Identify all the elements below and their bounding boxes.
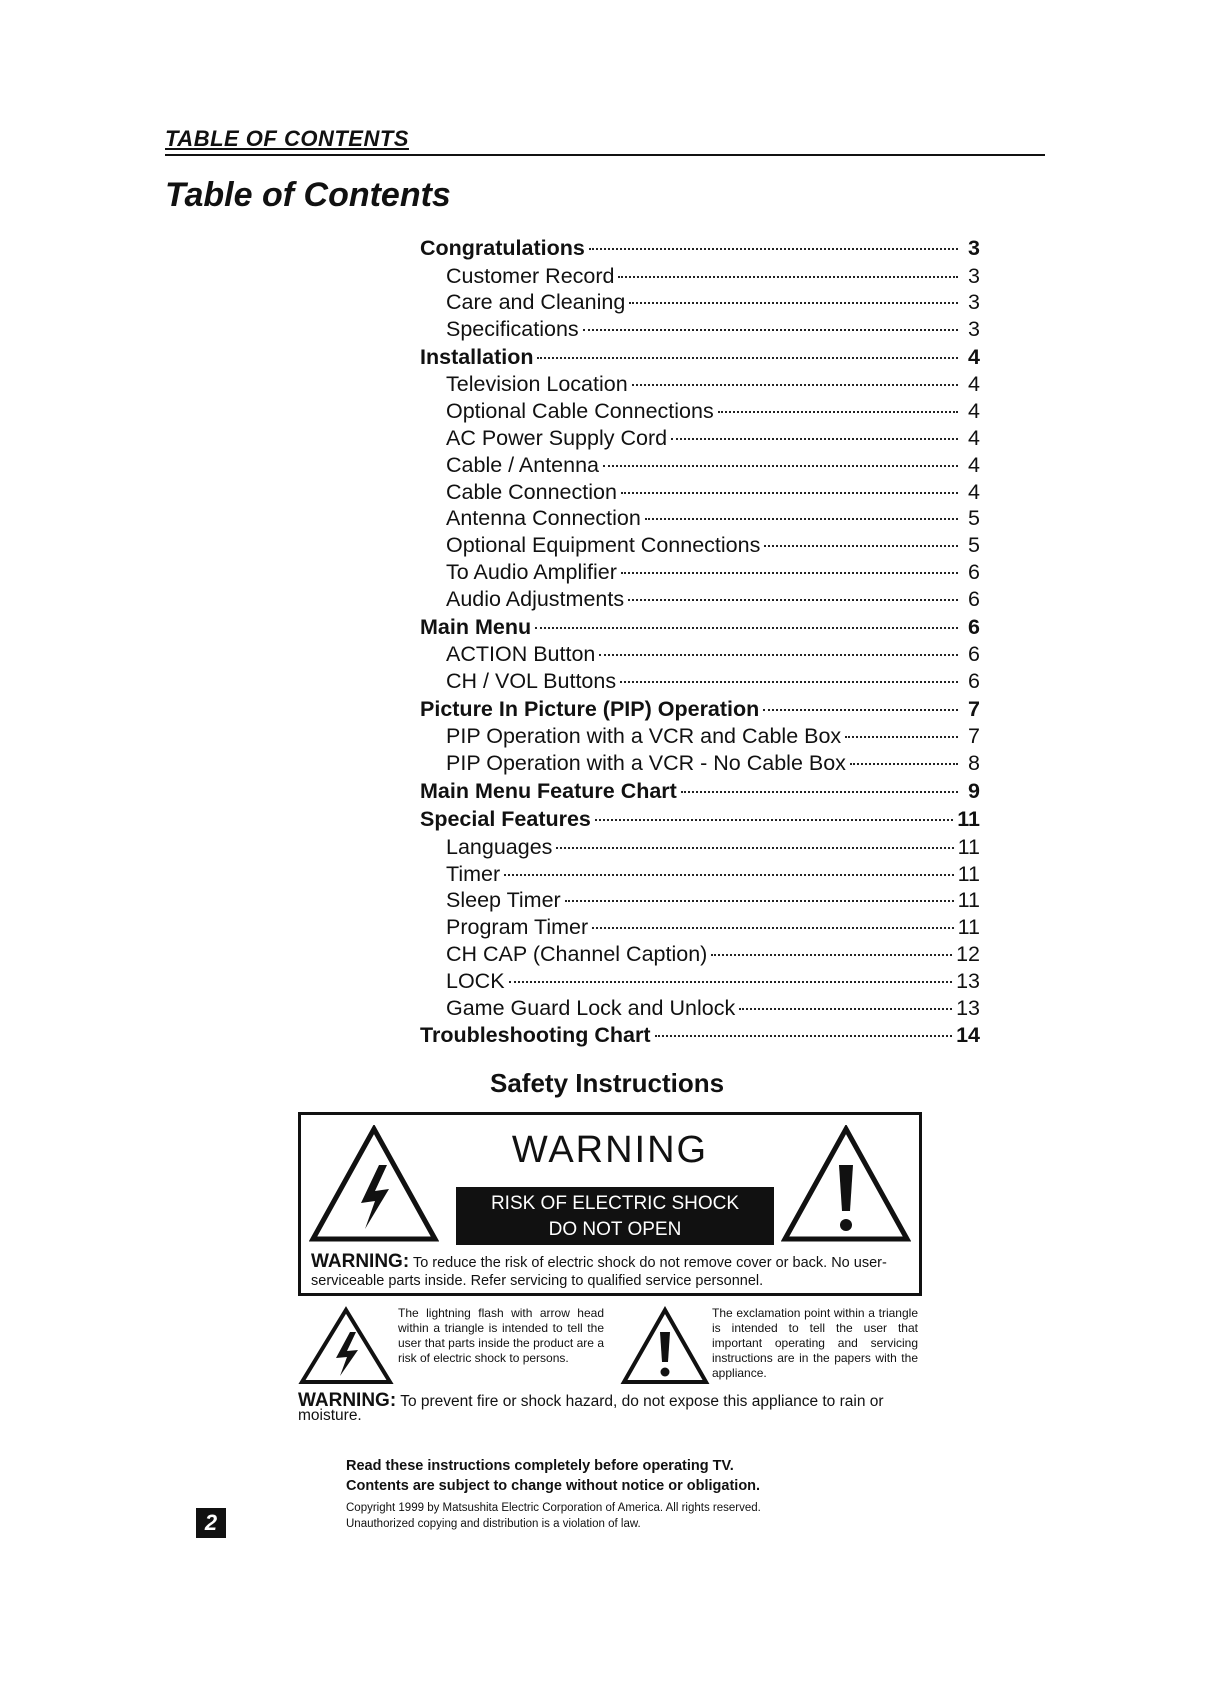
fire-warning-body: To prevent fire or shock hazard, do not expose this appliance to rain or moisture. (298, 1393, 884, 1424)
toc-leader-dots (599, 653, 958, 656)
toc-entry (420, 995, 980, 1022)
toc-leader-dots (632, 383, 958, 386)
copyright-line2: Unauthorized copying and distribution is a violation of law. (346, 1518, 641, 1530)
toc-leader-dots (671, 437, 958, 440)
toc-entry-page: 11 (957, 834, 980, 859)
toc-entry-label: AC Power Supply Cord (446, 425, 668, 450)
toc-entry (420, 586, 980, 613)
toc-entry (420, 613, 980, 642)
toc-entry (420, 316, 980, 343)
toc-entry-label: Special Features (420, 807, 591, 832)
toc-entry-label: Cable Connection (446, 479, 617, 504)
toc-entry-label: Picture In Picture (PIP) Operation (420, 696, 760, 721)
page-number-badge: 2 (196, 1508, 226, 1538)
toc-entry-label: Cable / Antenna (446, 452, 600, 477)
toc-entry-page: 11 (957, 861, 980, 886)
toc-leader-dots (845, 735, 958, 738)
toc-leader-dots (583, 328, 958, 331)
toc-leader-dots (509, 980, 953, 983)
toc-leader-dots (739, 1007, 952, 1010)
toc-entry (420, 263, 980, 290)
toc-entry-label: Game Guard Lock and Unlock (446, 995, 736, 1020)
toc-list (420, 234, 980, 1050)
toc-entry-label: PIP Operation with a VCR and Cable Box (446, 724, 842, 749)
toc-entry-page: 4 (968, 479, 980, 504)
toc-leader-dots (764, 544, 958, 547)
toc-leader-dots (595, 818, 953, 821)
toc-entry-label: Audio Adjustments (446, 586, 625, 611)
toc-entry-page: 14 (956, 1023, 980, 1048)
box-warning-text (311, 1253, 909, 1290)
toc-entry-page: 5 (968, 506, 980, 531)
exclamation-note: The exclamation point within a triangle is intended to tell the user that important operating and servicing instructions are in the papers with the appliance. (712, 1306, 918, 1380)
toc-leader-dots (718, 410, 958, 413)
exclamation-triangle-icon (620, 1306, 710, 1391)
toc-entry (420, 777, 980, 806)
read-note-line1: Read these instructions completely before operating TV. (346, 1458, 734, 1474)
toc-entry-label: Antenna Connection (446, 506, 641, 531)
toc-entry-page: 13 (956, 968, 980, 993)
toc-entry (420, 289, 980, 316)
toc-entry-page: 3 (968, 236, 980, 260)
toc-leader-dots (565, 899, 954, 902)
toc-entry-label: Troubleshooting Chart (420, 1023, 651, 1048)
toc-entry-label: Languages (446, 834, 553, 859)
read-instructions-note (346, 1456, 760, 1496)
toc-entry (420, 1021, 980, 1050)
toc-entry (420, 941, 980, 968)
toc-entry (420, 861, 980, 888)
toc-leader-dots (850, 762, 958, 765)
toc-entry-page: 3 (968, 290, 980, 315)
toc-entry (420, 723, 980, 750)
toc-leader-dots (592, 926, 954, 929)
shock-banner-line1: RISK OF ELECTRIC SHOCK (490, 1193, 740, 1214)
read-note-line2: Contents are subject to change without notice or obligation. (346, 1478, 761, 1494)
toc-leader-dots (628, 598, 958, 601)
toc-leader-dots (620, 680, 958, 683)
toc-entry-page: 4 (968, 344, 980, 369)
toc-entry-page: 3 (968, 317, 980, 342)
toc-entry (420, 479, 980, 506)
copyright-line1: Copyright 1999 by Matsushita Electric Corporation of America. All rights reserved. (346, 1502, 761, 1514)
toc-entry-label: Optional Cable Connections (446, 399, 714, 424)
toc-entry (420, 750, 980, 777)
toc-entry-label: ACTION Button (446, 642, 596, 667)
toc-entry (420, 805, 980, 834)
toc-entry-page: 5 (968, 533, 980, 558)
shock-banner (456, 1187, 774, 1245)
toc-entry-label: Sleep Timer (446, 888, 561, 913)
toc-entry-page: 8 (968, 750, 980, 775)
toc-entry-label: PIP Operation with a VCR - No Cable Box (446, 750, 846, 775)
toc-entry-page: 11 (957, 888, 980, 913)
toc-leader-dots (621, 571, 958, 574)
toc-entry-page: 6 (968, 668, 980, 693)
toc-entry (420, 343, 980, 372)
toc-entry-label: Television Location (446, 372, 628, 397)
toc-entry (420, 641, 980, 668)
toc-entry-label: LOCK (446, 968, 505, 993)
toc-entry (420, 371, 980, 398)
toc-leader-dots (603, 464, 958, 467)
toc-entry-label: Optional Equipment Connections (446, 533, 761, 558)
toc-entry-label: To Audio Amplifier (446, 559, 617, 584)
toc-entry-label: Customer Record (446, 263, 615, 288)
toc-leader-dots (629, 301, 958, 304)
toc-entry (420, 532, 980, 559)
toc-entry (420, 695, 980, 724)
toc-entry-page: 11 (957, 915, 980, 940)
toc-entry (420, 914, 980, 941)
toc-entry-page: 4 (968, 372, 980, 397)
toc-leader-dots (621, 491, 958, 494)
lightning-triangle-icon (298, 1306, 394, 1391)
warning-heading: WARNING (511, 1129, 709, 1171)
toc-entry (420, 398, 980, 425)
toc-leader-dots (618, 275, 958, 278)
toc-leader-dots (589, 247, 958, 250)
toc-entry-label: Care and Cleaning (446, 290, 626, 315)
toc-entry-page: 3 (968, 263, 980, 288)
toc-entry-page: 6 (968, 614, 980, 639)
toc-leader-dots (535, 626, 958, 629)
toc-entry (420, 505, 980, 532)
lightning-note: The lightning flash with arrow head within a triangle is intended to tell the user that parts inside the product are a risk of electric shock to persons. (398, 1306, 604, 1365)
running-head: TABLE OF CONTENTS (165, 126, 409, 151)
toc-entry-page: 4 (968, 452, 980, 477)
box-warning-body: To reduce the risk of electric shock do not remove cover or back. No user-serviceable parts inside. Refer servicing to qualified service personnel. (311, 1255, 887, 1289)
toc-entry (420, 452, 980, 479)
toc-entry-label: CH CAP (Channel Caption) (446, 941, 708, 966)
toc-entry-page: 4 (968, 425, 980, 450)
toc-entry-label: Specifications (446, 317, 579, 342)
toc-entry-label: Main Menu (420, 614, 532, 639)
toc-entry (420, 668, 980, 695)
toc-leader-dots (537, 356, 958, 359)
warning-label-box (298, 1112, 922, 1296)
exclamation-triangle-icon (781, 1125, 911, 1248)
toc-leader-dots (504, 873, 954, 876)
header-rule (165, 154, 1045, 156)
toc-entry (420, 887, 980, 914)
toc-entry-page: 9 (968, 778, 980, 803)
toc-entry-page: 13 (956, 995, 980, 1020)
fire-warning (298, 1390, 938, 1424)
toc-leader-dots (655, 1034, 953, 1037)
toc-entry (420, 834, 980, 861)
toc-entry-page: 11 (957, 807, 980, 832)
toc-entry-page: 4 (968, 399, 980, 424)
shock-banner-line2: DO NOT OPEN (548, 1219, 682, 1240)
toc-leader-dots (556, 846, 953, 849)
toc-entry-page: 12 (956, 941, 980, 966)
box-warning-lead: WARNING: (311, 1251, 410, 1272)
toc-leader-dots (763, 708, 958, 711)
toc-entry-label: Timer (446, 861, 501, 886)
copyright-notice (346, 1500, 761, 1532)
fire-warning-lead: WARNING: (298, 1390, 397, 1411)
toc-entry (420, 234, 980, 263)
toc-entry (420, 559, 980, 586)
toc-entry (420, 425, 980, 452)
toc-entry-label: Installation (420, 344, 534, 369)
toc-entry-label: CH / VOL Buttons (446, 668, 617, 693)
toc-entry-label: Main Menu Feature Chart (420, 778, 677, 803)
toc-entry-label: Congratulations (420, 236, 585, 260)
page-title: Table of Contents (165, 176, 451, 214)
toc-leader-dots (681, 790, 958, 793)
toc-leader-dots (645, 517, 958, 520)
toc-entry-page: 7 (968, 724, 980, 749)
toc-leader-dots (711, 953, 952, 956)
toc-entry (420, 968, 980, 995)
toc-entry-page: 6 (968, 559, 980, 584)
safety-title: Safety Instructions (490, 1068, 725, 1098)
toc-entry-page: 6 (968, 642, 980, 667)
toc-entry-page: 6 (968, 586, 980, 611)
toc-entry-page: 7 (968, 696, 980, 721)
toc-entry-label: Program Timer (446, 915, 589, 940)
